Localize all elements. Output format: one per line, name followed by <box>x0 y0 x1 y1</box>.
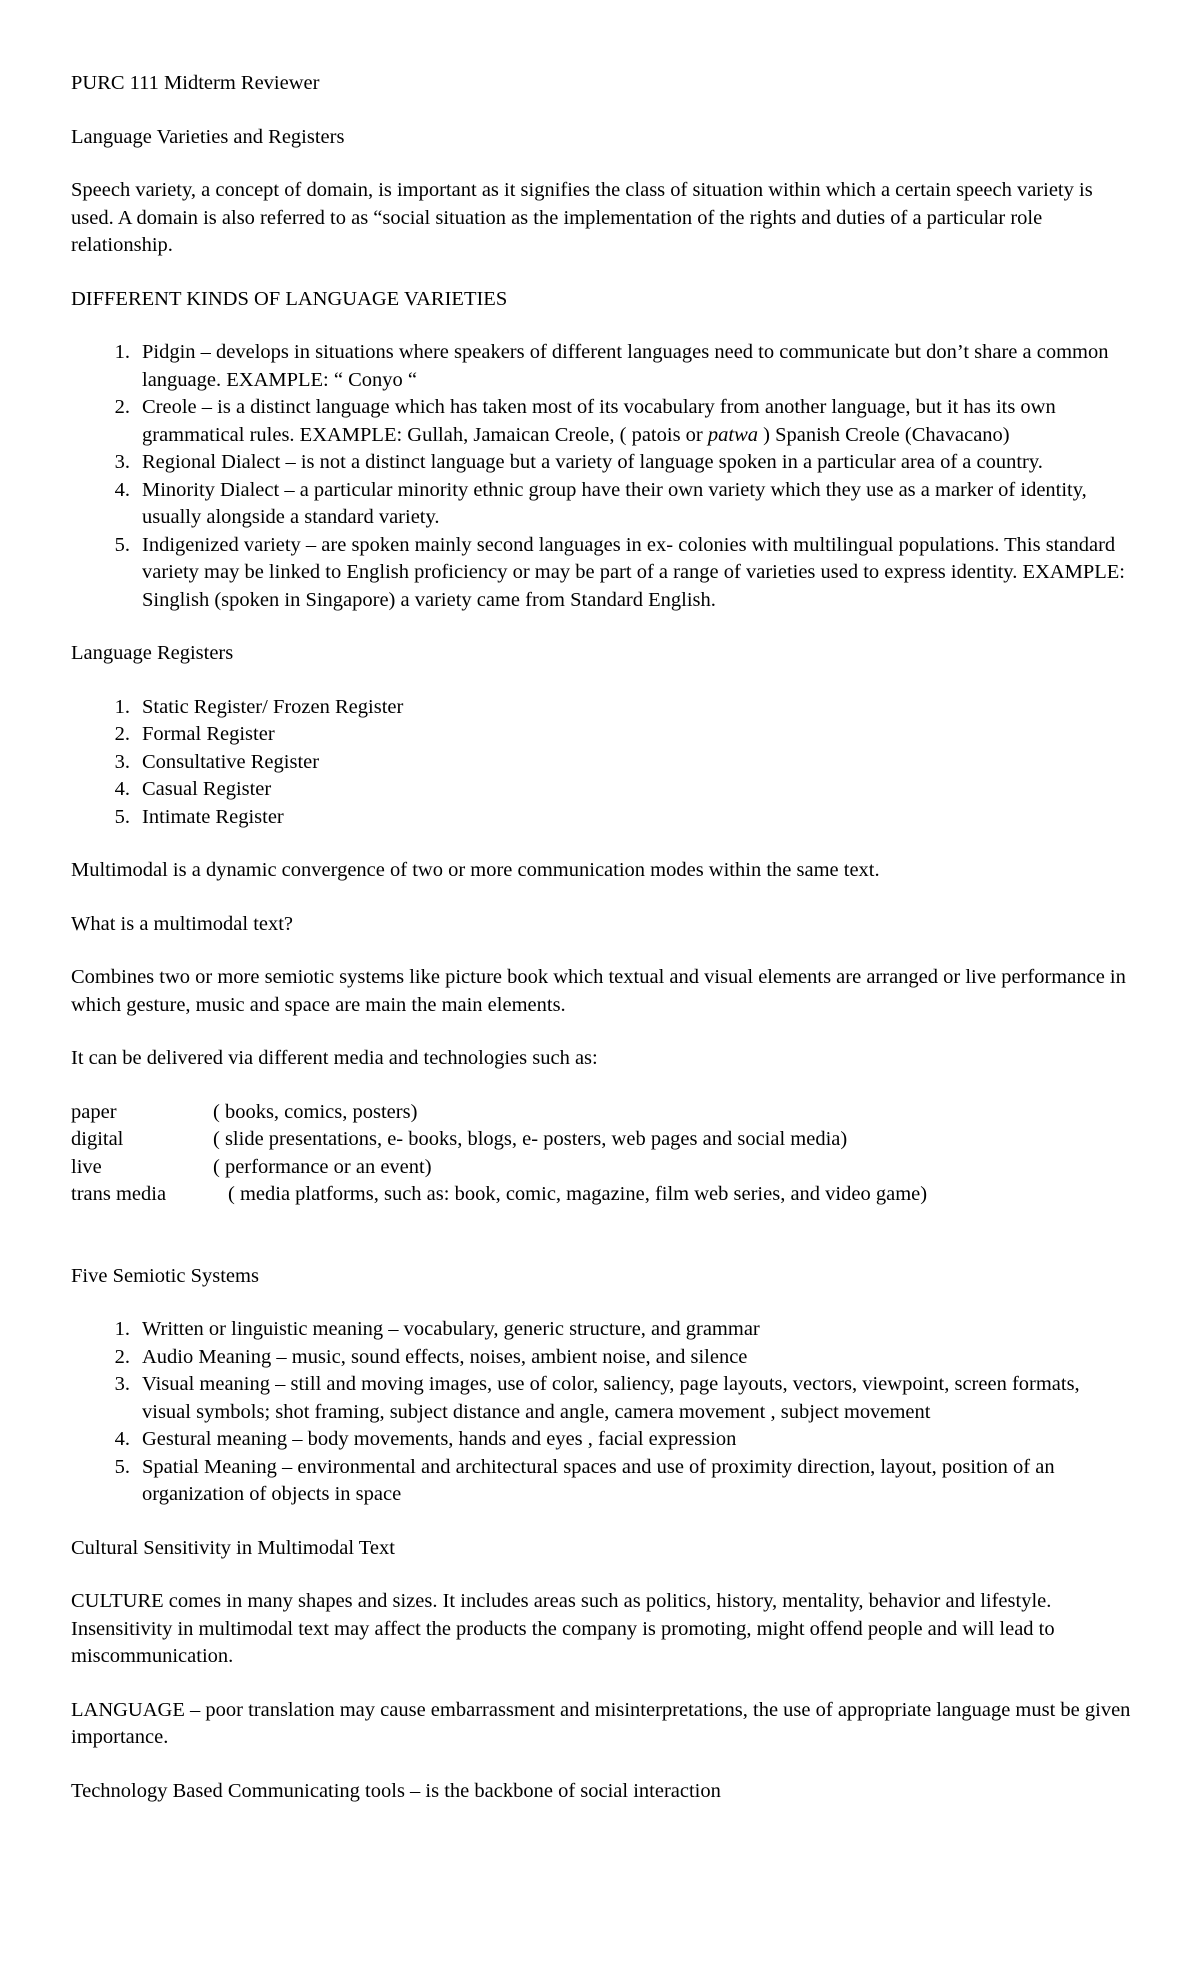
registers-heading: Language Registers <box>71 642 234 664</box>
list-item-text: Casual Register <box>142 778 272 800</box>
list-item-text: Regional Dialect – is not a distinct language but a variety of language spoken in a particular area of a country. <box>142 451 1043 473</box>
list-item-text: Visual meaning – still and moving images, use of color, saliency, page layouts, vectors, viewpoint, screen formats, visual symbols; shot framing, subject distance and angle, camera movement , subject movement <box>142 1373 1080 1423</box>
list-number: 1. <box>114 341 130 363</box>
list-number: 2. <box>114 723 130 745</box>
list-item-text: Creole – is a distinct language which has taken most of its vocabulary from another language, but it has its own grammatical rules. EXAMPLE: Gullah, Jamaican Creole, ( patois or <box>142 396 1056 446</box>
list-number: 5. <box>114 805 130 828</box>
list-item-text: Intimate Register <box>142 805 284 828</box>
intro-paragraph: Speech variety, a concept of domain, is important as it signifies the class of situation within which a certain speech variety is used. A domain is also referred to as “social situation as the implementation of the rights and duties of a particular role relationship. <box>71 179 1093 256</box>
list-item <box>71 1371 1131 1426</box>
list-item <box>71 449 1131 477</box>
media-row <box>71 1181 1131 1209</box>
media-table <box>71 1099 1131 1209</box>
cultural-heading: Cultural Sensitivity in Multimodal Text <box>71 1536 395 1559</box>
list-number: 1. <box>114 1318 130 1340</box>
list-item <box>71 477 1131 532</box>
media-value: ( slide presentations, e- books, blogs, e- posters, web pages and social media) <box>213 1128 848 1150</box>
list-number: 5. <box>114 1455 130 1478</box>
document-title: PURC 111 Midterm Reviewer <box>71 72 320 94</box>
list-number: 2. <box>114 396 130 418</box>
list-item-text: Consultative Register <box>142 750 320 773</box>
media-value: ( performance or an event) <box>213 1155 432 1178</box>
semiotic-systems-list <box>71 1316 1131 1509</box>
kinds-heading: DIFFERENT KINDS OF LANGUAGE VARIETIES <box>71 287 508 310</box>
list-item-text: Pidgin – develops in situations where speakers of different languages need to communicate but don’t share a common language. EXAMPLE: “ Conyo “ <box>142 341 1109 391</box>
list-item-text: Written or linguistic meaning – vocabulary, generic structure, and grammar <box>142 1318 760 1340</box>
media-key: live <box>71 1155 102 1178</box>
list-number: 3. <box>114 750 130 773</box>
list-item <box>71 776 1131 804</box>
multimodal-question: What is a multimodal text? <box>71 912 294 935</box>
multimodal-definition: Multimodal is a dynamic convergence of two or more communication modes within the same text. <box>71 859 880 881</box>
list-item-text: Formal Register <box>142 723 275 745</box>
list-number: 3. <box>114 451 130 473</box>
list-item <box>71 394 1131 449</box>
media-row <box>71 1126 1131 1154</box>
list-number: 4. <box>114 478 130 501</box>
list-item-text: Static Register/ Frozen Register <box>142 695 404 718</box>
media-key: paper <box>71 1100 117 1123</box>
semiotic-heading: Five Semiotic Systems <box>71 1264 259 1287</box>
language-registers-list <box>71 694 1131 832</box>
media-row <box>71 1099 1131 1127</box>
document-page <box>71 70 1131 1805</box>
list-item-text-cont: ) Spanish Creole (Chavacano) <box>758 423 1010 446</box>
list-number: 1. <box>114 695 130 718</box>
list-item <box>71 1316 1131 1344</box>
list-item <box>71 749 1131 777</box>
delivery-intro: It can be delivered via different media and technologies such as: <box>71 1047 598 1069</box>
technology-paragraph: Technology Based Communicating tools – is the backbone of social interaction <box>71 1779 721 1802</box>
list-item-text: Spatial Meaning – environmental and architectural spaces and use of proximity direction, layout, position of an organization of objects in space <box>142 1455 1055 1505</box>
list-item-text: Minority Dialect – a particular minority ethnic group have their own variety which they use as a marker of identity, usually alongside a standard variety. <box>142 478 1087 528</box>
list-item <box>71 532 1131 615</box>
list-item <box>71 339 1131 394</box>
list-item <box>71 804 1131 832</box>
multimodal-answer: Combines two or more semiotic systems like picture book which textual and visual elements are arranged or live performance in which gesture, music and space are main the main elements. <box>71 966 1126 1016</box>
list-item-text: Indigenized variety – are spoken mainly second languages in ex- colonies with multilingual populations. This standard variety may be linked to English proficiency or may be part of a range of varieties used to express identity. EXAMPLE: Singlish (spoken in Singapore) a variety came from Standard English. <box>142 533 1125 611</box>
list-item <box>71 1344 1131 1372</box>
list-number: 4. <box>114 1428 130 1450</box>
list-item <box>71 1426 1131 1454</box>
list-item-text: Gestural meaning – body movements, hands and eyes , facial expression <box>142 1428 737 1450</box>
list-number: 3. <box>114 1373 130 1395</box>
list-item-text: Audio Meaning – music, sound effects, noises, ambient noise, and silence <box>142 1345 748 1368</box>
list-item <box>71 1454 1131 1509</box>
list-item <box>71 694 1131 722</box>
list-item <box>71 721 1131 749</box>
media-row <box>71 1154 1131 1182</box>
italic-term: patwa <box>707 423 758 446</box>
list-number: 5. <box>114 533 130 556</box>
language-paragraph: LANGUAGE – poor translation may cause embarrassment and misinterpretations, the use of appropriate language must be given importance. <box>71 1698 1131 1748</box>
media-key: digital <box>71 1128 124 1150</box>
media-value: ( media platforms, such as: book, comic, magazine, film web series, and video game) <box>228 1183 928 1205</box>
media-value: ( books, comics, posters) <box>213 1100 418 1123</box>
culture-paragraph: CULTURE comes in many shapes and sizes. It includes areas such as politics, history, mentality, behavior and lifestyle. Insensitivity in multimodal text may affect the products the company is promoting, might offend people and will lead to miscommunication. <box>71 1590 1055 1667</box>
list-number: 4. <box>114 778 130 800</box>
language-varieties-list <box>71 339 1131 614</box>
list-number: 2. <box>114 1345 130 1368</box>
section-heading-varieties-registers: Language Varieties and Registers <box>71 125 345 148</box>
media-key: trans media <box>71 1183 167 1205</box>
